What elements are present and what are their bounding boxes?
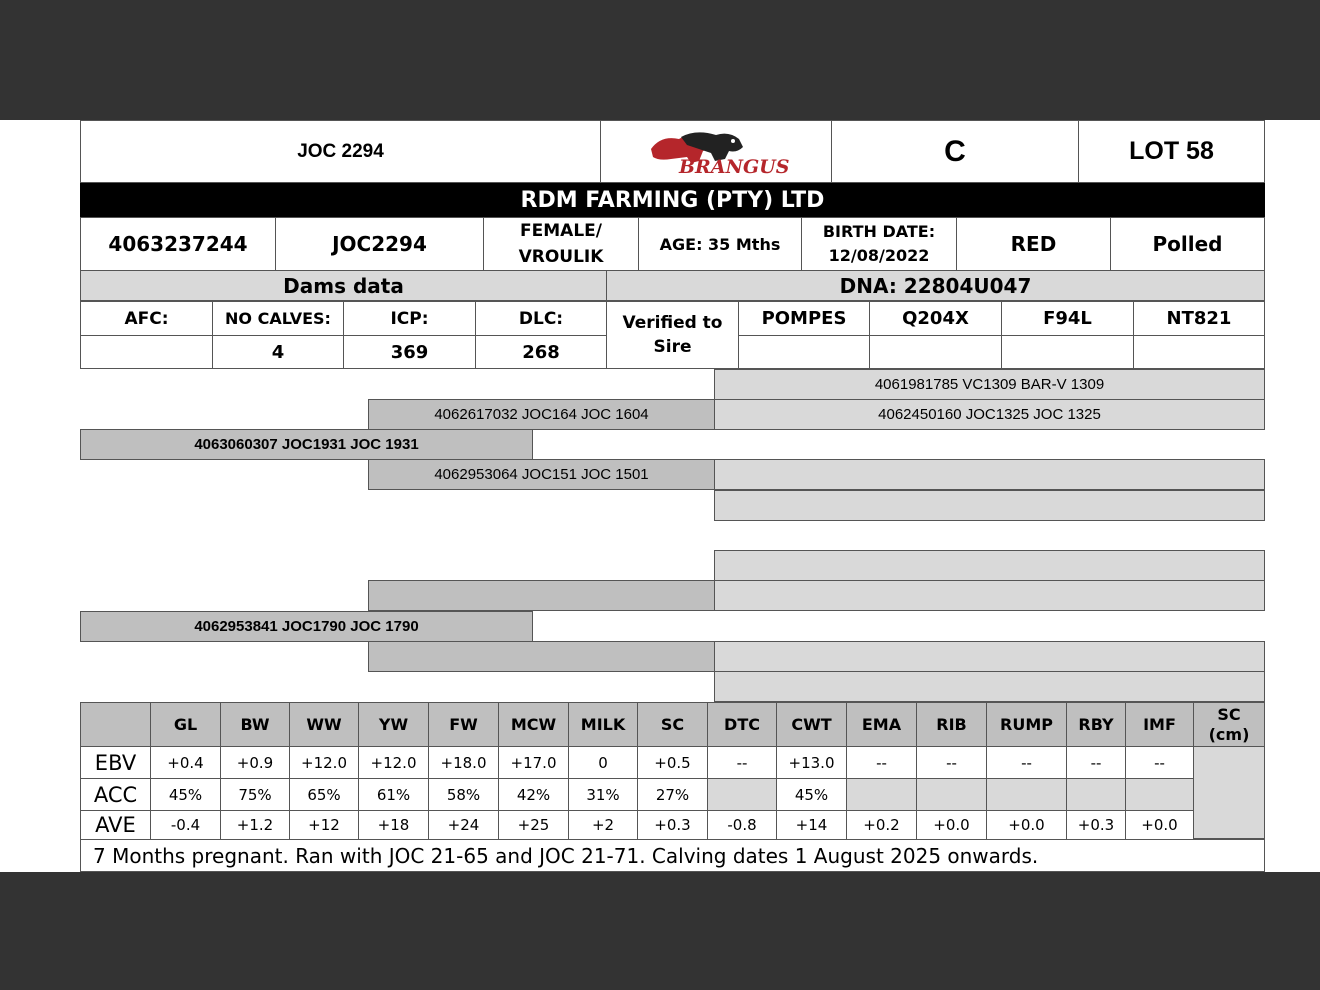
epd-header: MCW: [498, 702, 569, 747]
epd-header: RIB: [916, 702, 987, 747]
marker-nt821: NT821: [1133, 301, 1265, 336]
epd-value: +0.0: [986, 810, 1067, 840]
epd-value: --: [1125, 746, 1194, 779]
epd-value: 0: [568, 746, 638, 779]
epd-row-label: ACC: [80, 778, 151, 811]
epd-value: 65%: [289, 778, 359, 811]
epd-header: IMF: [1125, 702, 1194, 747]
epd-header: BW: [220, 702, 290, 747]
epd-value: -0.4: [150, 810, 221, 840]
catalogue-sheet: [0, 120, 1320, 872]
verified-line2: Sire: [653, 337, 692, 357]
marker-pompes-value: [738, 335, 870, 369]
sex-line1: FEMALE/: [520, 221, 602, 241]
afc-value: [80, 335, 213, 369]
epd-row-label: EBV: [80, 746, 151, 779]
pedigree-sire-sire-dam: 4062450160 JOC1325 JOC 1325: [714, 399, 1265, 430]
epd-value: --: [986, 746, 1067, 779]
dlc-value: 268: [475, 335, 607, 369]
epd-row-label: AVE: [80, 810, 151, 840]
epd-header: WW: [289, 702, 359, 747]
epd-header: EMA: [846, 702, 917, 747]
epd-header: YW: [358, 702, 429, 747]
epd-corner-cell: [80, 702, 151, 747]
epd-value: +0.3: [637, 810, 708, 840]
epd-value: +2: [568, 810, 638, 840]
epd-value: 45%: [776, 778, 847, 811]
epd-value: +0.9: [220, 746, 290, 779]
sex-line2: VROULIK: [518, 247, 604, 267]
epd-header: FW: [428, 702, 499, 747]
birth-date-value: 12/08/2022: [828, 246, 930, 265]
pedigree-dam-sire-sire: [714, 550, 1265, 581]
marker-nt821-value: [1133, 335, 1265, 369]
brangus-logo: [600, 120, 832, 183]
epd-header-line: (cm): [1208, 724, 1250, 744]
epd-value: [1066, 778, 1126, 811]
verified-to-sire: [606, 301, 739, 369]
epd-value: 61%: [358, 778, 429, 811]
epd-sc-cm-value: [1193, 746, 1265, 839]
marker-pompes: POMPES: [738, 301, 870, 336]
pedigree-dam-dam-sire: [714, 641, 1265, 672]
birth-date-cell: [801, 217, 957, 271]
colour-cell: RED: [956, 217, 1111, 271]
dna-title: DNA: 22804U047: [606, 270, 1265, 301]
animal-code: JOC2294: [275, 217, 484, 271]
lot-number: LOT 58: [1078, 120, 1265, 183]
epd-header: SC: [637, 702, 708, 747]
epd-value: --: [1066, 746, 1126, 779]
epd-value: +0.0: [916, 810, 987, 840]
epd-value: 31%: [568, 778, 638, 811]
epd-value: [846, 778, 917, 811]
epd-value: +14: [776, 810, 847, 840]
epd-value: +17.0: [498, 746, 569, 779]
epd-value: +12: [289, 810, 359, 840]
bull-logo-icon: [641, 127, 791, 177]
pedigree-dam-dam: [368, 641, 715, 672]
epd-value: +12.0: [358, 746, 429, 779]
epd-header: GL: [150, 702, 221, 747]
epd-value: [916, 778, 987, 811]
birth-date-label: BIRTH DATE:: [822, 222, 936, 241]
dlc-label: DLC:: [475, 301, 607, 336]
epd-value: +24: [428, 810, 499, 840]
grade-cell: C: [831, 120, 1079, 183]
epd-header: MILK: [568, 702, 638, 747]
epd-value: 42%: [498, 778, 569, 811]
epd-value: +0.0: [1125, 810, 1194, 840]
marker-q204x-value: [869, 335, 1002, 369]
afc-label: AFC:: [80, 301, 213, 336]
epd-value: +1.2: [220, 810, 290, 840]
epd-value: +18.0: [428, 746, 499, 779]
epd-value: [986, 778, 1067, 811]
no-calves-label: NO CALVES:: [212, 301, 344, 336]
verified-line1: Verified to: [622, 313, 723, 333]
sex-cell: [483, 217, 639, 271]
epd-header: RBY: [1066, 702, 1126, 747]
epd-value: +25: [498, 810, 569, 840]
pedigree-dam-sire: [368, 580, 715, 611]
marker-q204x: Q204X: [869, 301, 1002, 336]
dams-data-title: Dams data: [80, 270, 607, 301]
epd-header-line: SC: [1217, 704, 1241, 724]
pedigree-dam-dam-dam: [714, 671, 1265, 702]
epd-value: 75%: [220, 778, 290, 811]
epd-value: -0.8: [707, 810, 777, 840]
epd-value: +13.0: [776, 746, 847, 779]
horn-status-cell: Polled: [1110, 217, 1265, 271]
pedigree-sire-dam: 4062953064 JOC151 JOC 1501: [368, 459, 715, 490]
pedigree-sire-sire: 4062617032 JOC164 JOC 1604: [368, 399, 715, 430]
epd-value: +0.4: [150, 746, 221, 779]
epd-value: [1125, 778, 1194, 811]
marker-f94l-value: [1001, 335, 1134, 369]
epd-header: DTC: [707, 702, 777, 747]
epd-value: +0.5: [637, 746, 708, 779]
pedigree-dam: 4062953841 JOC1790 JOC 1790: [80, 611, 533, 642]
epd-value: 58%: [428, 778, 499, 811]
epd-value: --: [707, 746, 777, 779]
icp-label: ICP:: [343, 301, 476, 336]
pedigree-sire-sire-sire: 4061981785 VC1309 BAR-V 1309: [714, 369, 1265, 400]
epd-header-sc-cm: [1193, 702, 1265, 747]
marker-f94l: F94L: [1001, 301, 1134, 336]
animal-id-header: JOC 2294: [80, 120, 601, 183]
pedigree-sire: 4063060307 JOC1931 JOC 1931: [80, 429, 533, 460]
epd-value: +18: [358, 810, 429, 840]
remarks-note: 7 Months pregnant. Ran with JOC 21-65 and JOC 21-71. Calving dates 1 August 2025 onwards.: [80, 839, 1265, 872]
registration-number: 4063237244: [80, 217, 276, 271]
epd-value: --: [846, 746, 917, 779]
owner-banner: RDM FARMING (PTY) LTD: [80, 183, 1265, 217]
epd-value: +0.2: [846, 810, 917, 840]
epd-value: +12.0: [289, 746, 359, 779]
pedigree-sire-dam-dam: [714, 490, 1265, 521]
epd-header: RUMP: [986, 702, 1067, 747]
epd-value: +0.3: [1066, 810, 1126, 840]
logo-text: BRANGUS: [679, 155, 790, 177]
no-calves-value: 4: [212, 335, 344, 369]
epd-value: --: [916, 746, 987, 779]
pedigree-dam-sire-dam: [714, 580, 1265, 611]
icp-value: 369: [343, 335, 476, 369]
pedigree-sire-dam-sire: [714, 459, 1265, 490]
epd-value: 45%: [150, 778, 221, 811]
epd-value: 27%: [637, 778, 708, 811]
epd-value: [707, 778, 777, 811]
age-cell: AGE: 35 Mths: [638, 217, 802, 271]
epd-header: CWT: [776, 702, 847, 747]
